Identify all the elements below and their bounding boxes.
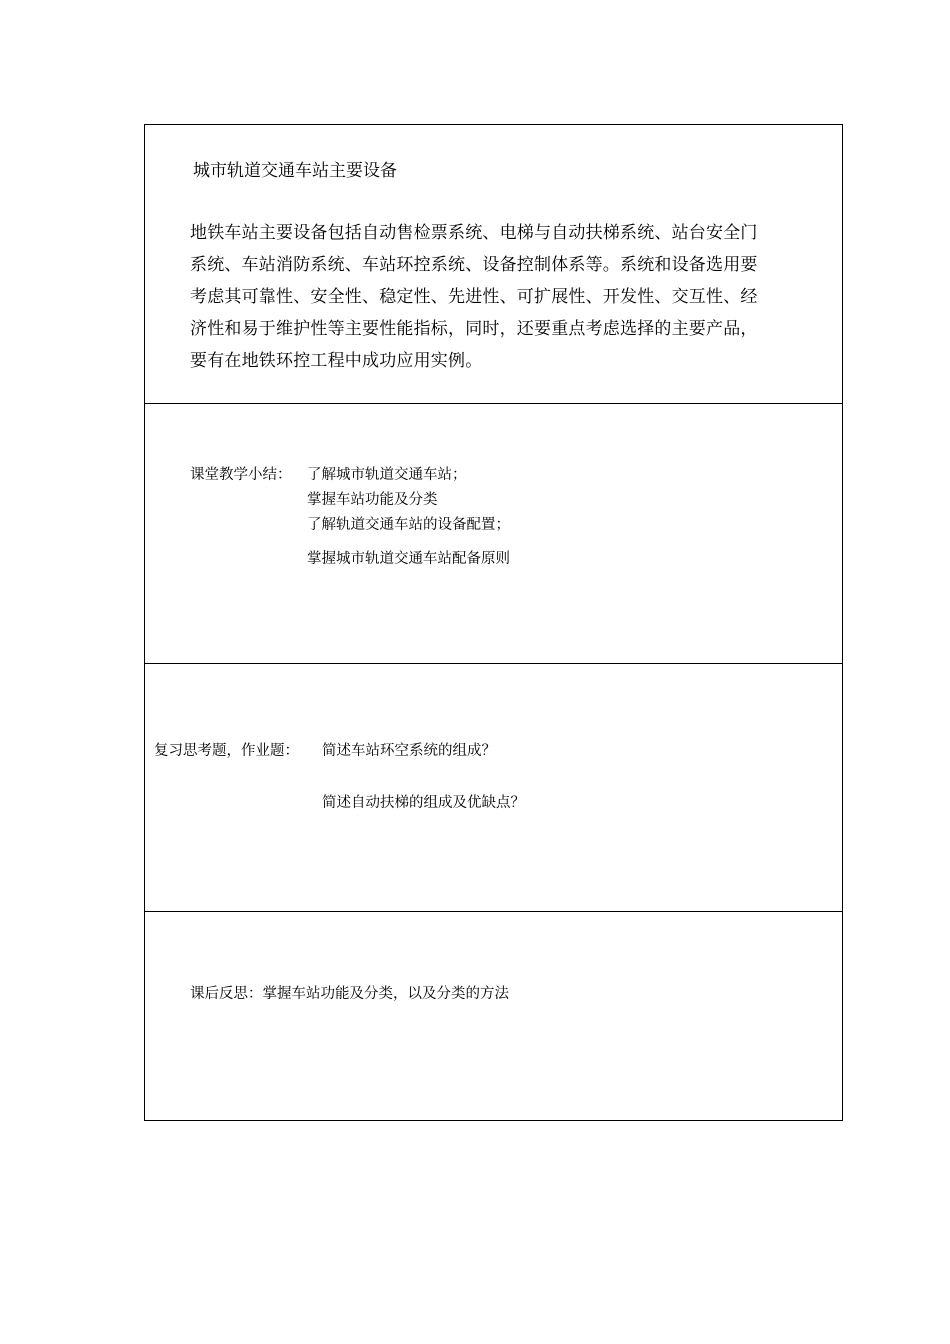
- review-section: [145, 663, 842, 911]
- reflection-section: [145, 911, 842, 1122]
- summary-item: 掌握车站功能及分类: [307, 492, 438, 508]
- paragraph-line: 济性和易于维护性等主要性能指标，同时，还要重点考虑选择的主要产品，: [190, 319, 758, 339]
- paragraph-line: 考虑其可靠性、安全性、稳定性、先进性、可扩展性、开发性、交互性、经: [190, 287, 758, 307]
- paragraph-line: 地铁车站主要设备包括自动售检票系统、电梯与自动扶梯系统、站台安全门: [190, 223, 758, 243]
- review-item: 简述自动扶梯的组成及优缺点？: [322, 795, 525, 811]
- lesson-plan-table: [144, 124, 843, 1121]
- summary-item: 了解城市轨道交通车站；: [307, 467, 467, 483]
- equipment-paragraph: [190, 217, 835, 377]
- review-label: 复习思考题，作业题：: [154, 743, 299, 759]
- reflection-text: 课后反思：掌握车站功能及分类，以及分类的方法: [190, 986, 509, 1002]
- summary-item: 掌握城市轨道交通车站配备原则: [307, 551, 510, 567]
- section-title: 城市轨道交通车站主要设备: [193, 161, 397, 181]
- paragraph-line: 要有在地铁环控工程中成功应用实例。: [190, 351, 483, 371]
- paragraph-line: 系统、车站消防系统、车站环控系统、设备控制体系等。系统和设备选用要: [190, 255, 758, 275]
- summary-item: 了解轨道交通车站的设备配置；: [307, 517, 510, 533]
- equipment-section: [145, 125, 842, 403]
- review-item: 简述车站环空系统的组成？: [322, 743, 496, 759]
- summary-label: 课堂教学小结：: [190, 467, 292, 483]
- summary-section: [145, 403, 842, 663]
